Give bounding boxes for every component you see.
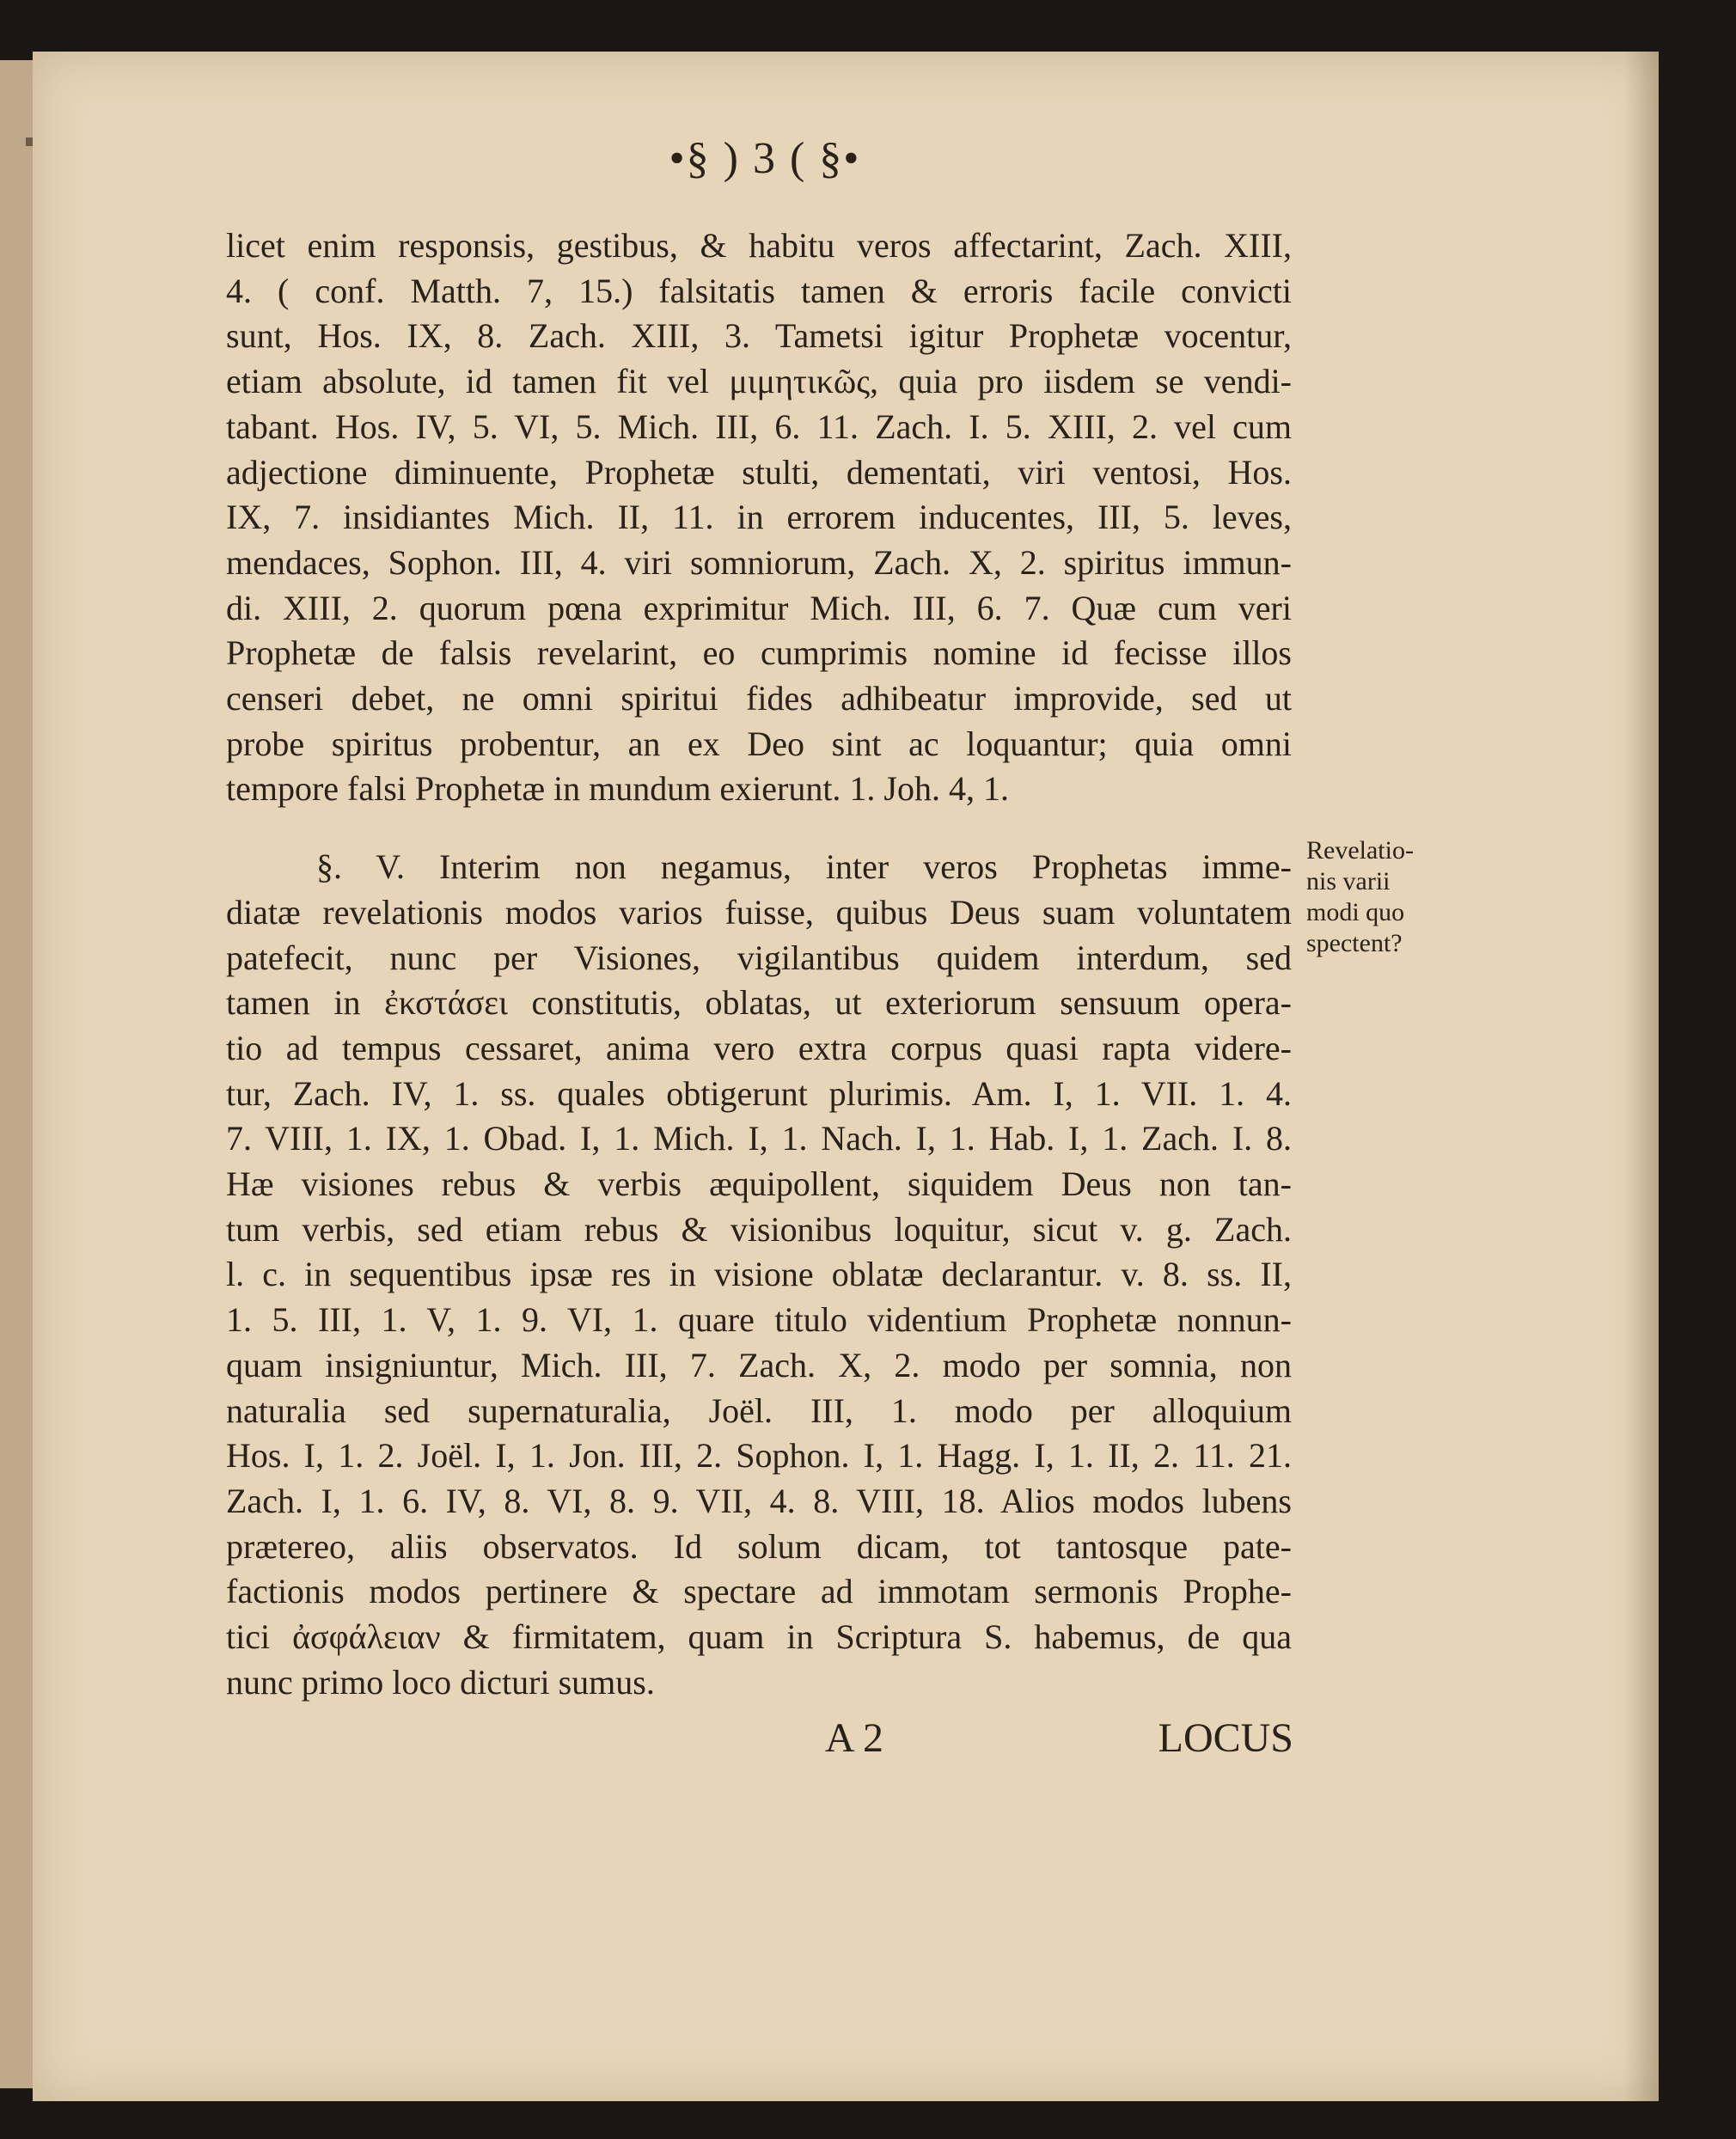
text-line: quam insigniuntur, Mich. III, 7. Zach. X, 2. modo per somnia, non [226,1345,1292,1384]
text-line: l. c. in sequentibus ipsæ res in visione oblatæ declarantur. v. 8. ss. II, [226,1255,1292,1294]
text-line: tum verbis, sed etiam rebus & visionibus loquitur, sicut v. g. Zach. [226,1209,1292,1249]
text-line: Zach. I, 1. 6. IV, 8. VI, 8. 9. VII, 4. 8. VIII, 18. Alios modos lubens [226,1481,1292,1520]
text-line: tempore falsi Prophetæ in mundum exierunt. 1. Joh. 4, 1. [226,769,1009,809]
text-line: mendaces, Sophon. III, 4. viri somniorum, Zach. X, 2. spiritus immun- [226,542,1292,582]
text-line: adjectione diminuente, Prophetæ stulti, dementati, viri ventosi, Hos. [226,452,1292,492]
text-line: tabant. Hos. IV, 5. VI, 5. Mich. III, 6. 11. Zach. I. 5. XIII, 2. vel cum [226,406,1292,446]
text-line: di. XIII, 2. quorum pœna exprimitur Mich. III, 6. 7. Quæ cum veri [226,588,1292,627]
text-line: etiam absolute, id tamen fit vel μιμητικῶς, quia pro iisdem se vendi- [226,362,1292,401]
text-line: diatæ revelationis modos varios fuisse, quibus Deus suam voluntatem [226,892,1292,932]
page-shadow [1624,52,1659,2101]
marginal-line: Revelatio- [1306,836,1414,865]
text-line: IX, 7. insidiantes Mich. II, 11. in errorem inducentes, III, 5. leves, [226,498,1292,537]
facing-page-edge [0,60,33,2088]
text-line: patefecit, nunc per Visiones, vigilantibus quidem interdum, sed [226,938,1292,977]
text-line: §. V. Interim non negamus, inter veros Prophetas imme- [316,847,1292,887]
text-line: Hæ visiones rebus & verbis æquipollent, siquidem Deus non tan- [226,1164,1292,1204]
text-line: Prophetæ de falsis revelarint, eo cumprimis nomine id fecisse illos [226,633,1292,673]
signature-mark: A 2 [825,1715,884,1761]
text-line: nunc primo loco dicturi sumus. [226,1662,655,1702]
text-line: Hos. I, 1. 2. Joël. I, 1. Jon. III, 2. Sophon. I, 1. Hagg. I, 1. II, 2. 11. 21. [226,1436,1292,1476]
text-line: 4. ( conf. Matth. 7, 15.) falsitatis tamen & erroris facile convicti [226,271,1292,310]
catchword: LOCUS [1158,1715,1293,1761]
paragraph-gap [226,812,1292,845]
paragraph-1 [226,223,1292,812]
text-line: sunt, Hos. IX, 8. Zach. XIII, 3. Tametsi igitur Prophetæ vocentur, [226,316,1292,356]
marginal-line: nis varii [1306,867,1391,895]
text-line: tamen in ἐκστάσει constitutis, oblatas, ut exteriorum sensuum opera- [226,983,1292,1023]
page-footer [825,1714,1293,1775]
text-line: naturalia sed supernaturalia, Joël. III, 1. modo per alloquium [226,1390,1292,1430]
marginal-line: spectent? [1306,929,1403,957]
marginal-line: modi quo [1306,898,1405,926]
text-line: licet enim responsis, gestibus, & habitu veros affectarint, Zach. XIII, [226,226,1292,265]
text-line: probe spiritus probentur, an ex Deo sint ac loquantur; quia omni [226,724,1292,763]
page-header: •§ ) 3 ( §• [669,134,861,183]
text-line: 1. 5. III, 1. V, 1. 9. VI, 1. quare titulo videntium Prophetæ nonnun- [226,1300,1292,1340]
text-line: tici ἀσφάλειαν & firmitatem, quam in Scriptura S. habemus, de qua [226,1617,1292,1657]
text-line: tur, Zach. IV, 1. ss. quales obtigerunt plurimis. Am. I, 1. VII. 1. 4. [226,1073,1292,1113]
text-line: tio ad tempus cessaret, anima vero extra corpus quasi rapta videre- [226,1028,1292,1067]
main-text [226,223,1292,1706]
text-line: 7. VIII, 1. IX, 1. Obad. I, 1. Mich. I, 1. Nach. I, 1. Hab. I, 1. Zach. I. 8. [226,1119,1292,1158]
marginal-note [1306,835,1444,959]
text-line: censeri debet, ne omni spiritui fides adhibeatur improvide, sed ut [226,679,1292,718]
paragraph-2 [226,845,1292,1705]
text-line: prætereo, aliis observatos. Id solum dicam, tot tantosque pate- [226,1526,1292,1566]
text-line: factionis modos pertinere & spectare ad immotam sermonis Prophe- [226,1572,1292,1611]
